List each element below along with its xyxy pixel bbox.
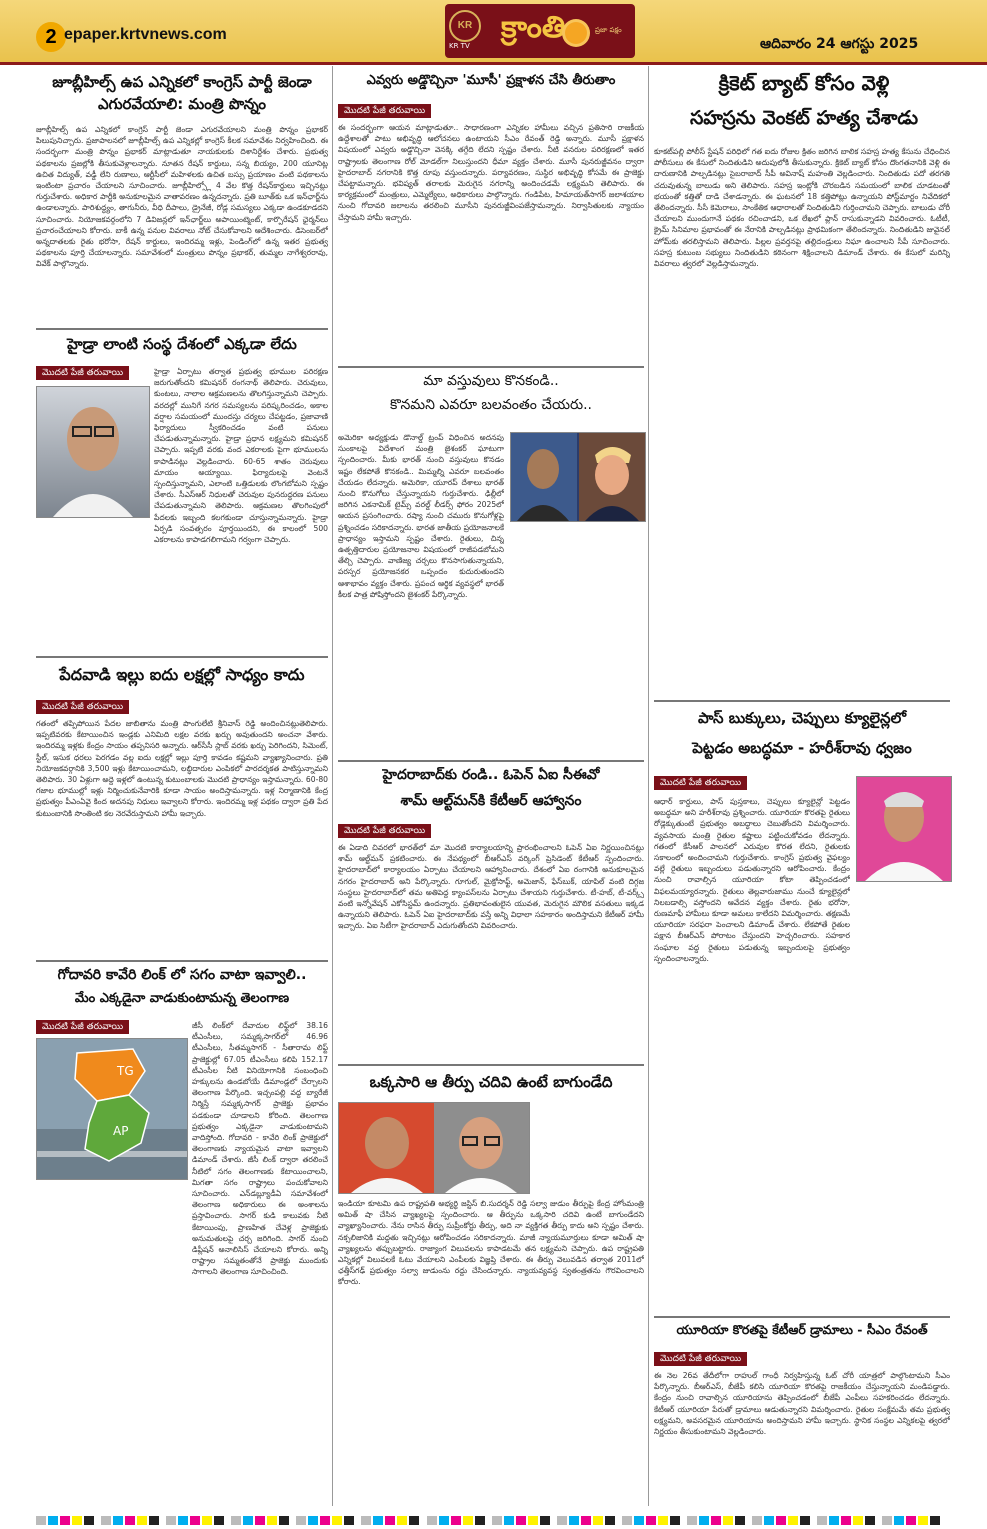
section-divider xyxy=(338,760,644,762)
section-divider xyxy=(36,656,328,658)
godavari-headline-2: మేం ఎక్కడైనా వాడుకుంటామన్న తెలంగాణ xyxy=(74,991,290,1006)
section-divider xyxy=(338,366,644,368)
hydra-byline: మొదటి పేజీ తరువాయి xyxy=(36,366,129,380)
godavari-map xyxy=(36,1038,188,1180)
cricket-body: కూకట్‌పల్లి పోలీస్ స్టేషన్ పరిధిలో గత ఐదు రోజుల క్రితం జరిగిన బాలిక సహస్ర హత్య కేసును చేధించిన పోలీసులు ఈ కేసులో నిందితుడిని అదుపులోకి తీసుకున్నారు. క్రికెట్ బ్యాట్ కోసం దొంగతనానికి వెళ్లి ఈ దారుణానికి పాల్పడినట్లు సైబరాబాద్ సీపీ అవినాష్ మహంతి వెల్లడించారు. నిందితుడు పదో తరగతి చదువుతున్న బాలుడు అని తెలిపారు. సహస్ర ఇంట్లోకి చొరబడిన సమయంలో బాలిక చూడటంతో భయంతో కత్తితో దాడి చేశాడన్నారు. ఈ ఘటనలో 18 కత్తిపోట్లు ఉన్నాయని పోస్ట్‌మార్టం నివేదికలో తేలిందన్నారు. సీసీ కెమెరాలు, సాంకేతిక ఆధారాలతో నిందితుడిని గుర్తించామని చెప్పారు. బాలుడు చోరీ చేయాలని ముందుగానే పథకం రచించాడని, ఒక లేఖలో ప్లాన్ రాసుకున్నాడని వివరించారు. ఓటీటీ, క్రైమ్ సినిమాల ప్రభావంతో ఈ నేరానికి పాల్పడినట్లు ప్రాథమికంగా తేలిందన్నారు. నిందితుడిని జువైనల్ హోమ్‌కు తరలిస్తామని తెలిపారు. పిల్లల ప్రవర్తనపై తల్లిదండ్రులు నిఘా ఉంచాలని సీపీ సూచించారు. సహస్ర కుటుంబ సభ్యులు నిందితుడిని కఠినంగా శిక్షించాలని డిమాండ్ చేశారు. ఈ కేసులో మరిన్ని వివరాలు త్వరలో వెల్లడిస్తామన్నారు. xyxy=(654,147,950,269)
person-portrait-icon xyxy=(857,777,951,881)
godavari-body: జీసీ లింక్‌లో దేవాదుల లిఫ్ట్‌లో 38.16 టీఎంసీలు, సమ్మక్కసాగర్‌లో 46.96 టీఎంసీలు, సీతమ్మసాగర్ - సీతారామ లిఫ్ట్ ప్రాజెక్టుల్లో 67.05 టీఎంసీలు కలిపి 152.17 టీఎంసీల నీటి వినియోగానికి సంబంధించి హక్కులను ఉండబోయే డిమాండ్లలో చేర్చాలని తెలంగాణ పేర్కొంది. ఇచ్చంపల్లి వద్ద బ్యారేజీ నిర్మిస్తే సమ్మక్కసాగర్ ప్రాజెక్టు ప్రభావం పడకుండా చూడాలని కోరింది. తెలంగాణ ప్రభుత్వం ఎక్కడైనా వాడుకుంటామని వాదిస్తోంది. గోదావరి - కావేరి లింక్ ప్రాజెక్టులో తెలంగాణకు న్యాయమైన వాటా ఇవ్వాలని డిమాండ్ చేశారు. జీసీ లింక్ ద్వారా తరలించే నీటిలో సగం తెలంగాణకు కేటాయించాలని, మిగతా సగం రాష్ట్రాలు పంచుకోవాలని సూచించారు. ఎన్‌డబ్ల్యూడీఏ సమావేశంలో తెలంగాణ అధికారులు ఈ అంశాలను ప్రస్తావించారు. సాగర్ కుడి కాలువకు నీటి కేటాయింపు, ప్రాణహిత చేవెళ్ల ప్రాజెక్టుకు అనుమతులపై చర్చ జరిగింది. సాగర్ నుంచి డిప్లీషన్ అనాలిసిస్ చేయాలని కోరారు. అన్ని రాష్ట్రాల సమ్మతంతోనే ప్రాజెక్టు ముందుకు సాగాలని తెలంగాణ సూచించింది. xyxy=(192,1021,328,1277)
sun-icon xyxy=(565,22,587,44)
urea-body: ఈ నెల 26వ తేదీలోగా రాహుల్ గాంధీ నిర్వహిస్తున్న ఓట్ చోరీ యాత్రలో పాల్గొంటామని సీఎం పేర్కొన్నారు. బీఆర్ఎస్, బీజేపీ కలిసి యూరియా కొరతపై రాజకీయం చేస్తున్నాయని మండిపడ్డారు. కేంద్రం నుంచి రావాల్సిన యూరియాను తెప్పించడంలో బీజేపీ ఎంపీలు సహకరించడం లేదన్నారు. కేటీఆర్ యూరియా పేరుతో డ్రామాలు ఆడుతున్నారని విమర్శించారు. రైతుల సంక్షేమమే తమ ప్రభుత్వ లక్ష్యమని, అవసరమైన యూరియాను అందిస్తామని హామీ ఇచ్చారు. స్థానిక సంస్థల ఎన్నికలపై త్వరలో నిర్ణయం తీసుకుంటామని వెల్లడించారు. xyxy=(654,1371,950,1437)
houses-headline: పేదవాడి ఇల్లు ఐదు లక్షల్లో సాధ్యం కాదు xyxy=(59,665,305,684)
issue-date: ఆదివారం 24 ఆగస్టు 2025 xyxy=(760,36,919,52)
houses-body: గతంలో తప్పిపోయిన పేదల జాబితాను మంత్రి పొంగులేటి శ్రీనివాస్ రెడ్డి అందించినట్లుతెలిపారు. ఇప్పటివరకు కేటాయించిన ఇండ్లకు ఎనిమిది లక్షల వరకు ఖర్చు అవుతుందని అంచనా వేశారు. ఇందిరమ్మ ఇళ్లకు కేంద్రం సాయం తప్పనిసరి అన్నారు. ఆర్‌సీసీ స్లాబ్ వరకు ఖర్చు పెరిగిందని, సిమెంట్, స్టీల్, ఇసుక ధరలు పెరగడం వల్ల ఐదు లక్షల్లో ఇల్లు పూర్తి కావడం కష్టమని వ్యాఖ్యానించారు. ప్రతి నియోజకవర్గానికి 3,500 ఇళ్లు కేటాయించామని, లబ్ధిదారుల ఎంపికలో పారదర్శకత పాటిస్తున్నామని తెలిపారు. 30 ఏళ్లుగా అద్దె ఇళ్లలో ఉంటున్న కుటుంబాలకు మొదటి ప్రాధాన్యం ఇస్తామన్నారు. 60-80 గజాల భూముల్లో ఇళ్లు నిర్మించుకునేవారికి కూడా సాయం అందిస్తామన్నారు. ఇళ్ల నిర్మాణానికి కేంద్ర ప్రభుత్వం పీఎంఏవై కింద అదనపు నిధులు ఇవ్వాలని కోరారు. ఇందిరమ్మ ఇళ్ల పథకం ద్వారా ప్రతి పేద కుటుంబానికి సొంతింటి కల నెరవేరుస్తామని హామీ ఇచ్చారు. xyxy=(36,719,328,818)
map-label-ap: AP xyxy=(113,1124,129,1138)
section-divider xyxy=(654,700,950,702)
jubilee-headline-2: ఎగురవేయాలి: మంత్రి పొన్నం xyxy=(97,95,267,113)
verdict-photo xyxy=(338,1102,530,1194)
musi-byline: మొదటి పేజీ తరువాయి xyxy=(338,104,431,118)
godavari-headline-1: గోదావరి కావేరి లింక్ లో సగం వాటా ఇవ్వాలి.. xyxy=(57,967,307,983)
masthead xyxy=(0,0,987,65)
logo-tagline: ప్రజా పక్షం xyxy=(595,26,622,34)
urea-headline: యూరియా కొరతపై కేటీఆర్ డ్రామాలు - సీఎం రేవంత్ xyxy=(676,1322,928,1337)
section-divider xyxy=(36,960,328,962)
verdict-headline: ఒక్కసారి ఆ తీర్పు చదివి ఉంటే బాగుండేది xyxy=(369,1073,613,1091)
openai-byline: మొదటి పేజీ తరువాయి xyxy=(338,824,431,838)
kr-logo-badge: KR xyxy=(449,10,481,42)
openai-headline-2: శామ్ ఆల్ట్‌మన్‌కి కేటీఆర్ ఆహ్వానం xyxy=(400,793,582,809)
musi-headline: ఎవ్వరు అడ్డొచ్చినా 'మూసీ' ప్రక్షాళన చేసి తీరుతాం xyxy=(366,73,616,88)
map-label-tg: TG xyxy=(117,1064,134,1078)
houses-byline: మొదటి పేజీ తరువాయి xyxy=(36,700,129,714)
column-divider xyxy=(332,66,333,1506)
passbook-byline: మొదటి పేజీ తరువాయి xyxy=(654,776,747,790)
section-divider xyxy=(654,1316,950,1318)
trump-body: అమెరికా అధ్యక్షుడు డొనాల్డ్ ట్రంప్ విధించిన అదనపు సుంకాలపై విదేశాంగ మంత్రి జైశంకర్ ఘాటుగా స్పందించారు. మీకు భారత్ నుంచి వస్తువులు కొనడం ఇష్టం లేకపోతే కొనకండి.. మిమ్మల్ని ఎవరూ బలవంతం చేయడం లేదన్నారు. అమెరికా, యూరప్ దేశాలు భారత్ నుంచి కొనుగోలు చేస్తున్నాయని గుర్తుచేశారు. ఢిల్లీలో జరిగిన ఎకనామిక్ టైమ్స్ వరల్డ్ లీడర్స్ ఫోరం 2025లో ఆయన ప్రసంగించారు. రష్యా నుంచి చమురు కొనుగోళ్లపై ప్రశ్నించడం సరికాదన్నారు. భారత జాతీయ ప్రయోజనాలకే ప్రాధాన్యం ఇస్తామని స్పష్టం చేశారు. రైతులు, చిన్న ఉత్పత్తిదారుల ప్రయోజనాల విషయంలో రాజీపడబోమని తేల్చి చెప్పారు. వాణిజ్య చర్చలు కొనసాగుతున్నాయని, పరస్పర ప్రయోజనకర ఒప్పందం కుదురుతుందని ఆశాభావం వ్యక్తం చేశారు. ప్రపంచ ఆర్థిక వ్యవస్థలో భారత్ కీలక పాత్ర పోషిస్తోందని జైశంకర్ పేర్కొన్నారు. xyxy=(338,433,504,599)
openai-body: ఈ ఏడాది చివరలో భారత్‌లో మా మొదటి కార్యాలయాన్ని ప్రారంభించాలని ఓపెన్ ఏఐ నిర్ణయించినట్లు శామ్ ఆల్ట్‌మన్ ప్రకటించారు. ఈ నేపథ్యంలో బీఆర్ఎస్ వర్కింగ్ ప్రెసిడెంట్ కేటీఆర్ స్పందించారు. హైదరాబాద్‌లో కార్యాలయం ఏర్పాటు చేయాలని ఆహ్వానించారు. దేశంలో ఏఐ రంగానికి అనుకూలమైన నగరం హైదరాబాద్ అని పేర్కొన్నారు. గూగుల్, మైక్రోసాఫ్ట్, అమెజాన్, ఫేస్‌బుక్, యాపిల్ వంటి దిగ్గజ సంస్థలు హైదరాబాద్‌లో తమ అతిపెద్ద క్యాంపస్‌లను ఏర్పాటు చేశాయని గుర్తుచేశారు. టీ-హబ్, టీ-వర్క్స్ వంటి ఇన్నోవేషన్ ఎకోసిస్టమ్ ఉందన్నారు. ప్రతిభావంతులైన యువత, మెరుగైన మౌలిక వసతులు ఇక్కడ ఉన్నాయని తెలిపారు. ఓపెన్ ఏఐ హైదరాబాద్‌కు వస్తే అన్ని విధాలా సహకారం అందిస్తామని కేటీఆర్ హామీ ఇచ్చారు. ఏఐ సిటీగా హైదరాబాద్ ఎదుగుతోందని వివరించారు. xyxy=(338,843,644,931)
hydra-photo xyxy=(36,386,150,518)
printer-color-bar xyxy=(36,1510,950,1519)
newspaper-logo xyxy=(445,4,635,58)
trump-jaishankar-photo xyxy=(510,432,646,522)
cricket-headline-2: సహస్రను వెంకట్ హత్య చేశాడు xyxy=(689,107,919,129)
hydra-headline: హైడ్రా లాంటి సంస్థ దేశంలో ఎక్కడా లేదు xyxy=(67,335,297,353)
trump-headline-1: మా వస్తువులు కొనకండి.. xyxy=(423,373,559,389)
verdict-body: ఇండియా కూటమి ఉప రాష్ట్రపతి అభ్యర్థి జస్టిస్ బి.సుదర్శన్ రెడ్డి సల్వా జుడుం తీర్పుపై కేంద్ర హోంమంత్రి అమిత్ షా చేసిన వ్యాఖ్యలపై స్పందించారు. ఆ తీర్పును ఒక్కసారి చదివి ఉంటే బాగుండేదని వ్యాఖ్యానించారు. నేను రాసిన తీర్పు సుప్రీంకోర్టు తీర్పు, అది నా వ్యక్తిగత తీర్పు కాదు అని స్పష్టం చేశారు. నక్సలిజానికి మద్దతు ఇచ్చినట్లు ఆరోపించడం సరికాదన్నారు. మాజీ న్యాయమూర్తులు కూడా అమిత్ షా వ్యాఖ్యలను తప్పుబట్టారు. రాజ్యాంగ విలువలను కాపాడటమే తన లక్ష్యమని చెప్పారు. ఉప రాష్ట్రపతి ఎన్నికల్లో విలువలకే ఓటు వేయాలని ఎంపీలకు విజ్ఞప్తి చేశారు. ఈ తీర్పు వెలువడిన తర్వాత 2011లో ఛత్తీస్‌గఢ్ ప్రభుత్వం సల్వా జుడుంను రద్దు చేసిందన్నారు. న్యాయవ్యవస్థ స్వతంత్రతను గౌరవించాలని కోరారు. xyxy=(338,1199,644,1287)
openai-headline-1: హైదరాబాద్‌కు రండి.. ఓపెన్ ఏఐ సీఈవో xyxy=(382,767,600,783)
godavari-byline: మొదటి పేజీ తరువాయి xyxy=(36,1020,129,1034)
passbook-headline-2: పెట్టడం అబద్ధమా - హరీశ్‌రావు ధ్వజం xyxy=(692,739,912,757)
hydra-body: హైడ్రా ఏర్పాటు తర్వాత ప్రభుత్వ భూముల పరిరక్షణ జరుగుతోందని కమిషనర్ రంగనాథ్ తెలిపారు. చెరువులు, కుంటలు, నాలాల ఆక్రమణలను తొలగిస్తున్నామని చెప్పారు. వరదల్లో మునిగే నగర సమస్యలను పరిష్కరించడం, అకాల వర్షాల సమయంలో ముందస్తు చర్యలు చేపట్టడం, ప్రజావాణి ఫిర్యాదులు స్వీకరించడం వంటి పనులు చేపడుతున్నామన్నారు. హైడ్రా ప్రధాన లక్ష్యమని కమిషనర్ చెప్పారు. ఇప్పటి వరకు వంద ఎకరాలకు పైగా భూములను కాపాడినట్లు వెల్లడించారు. 60-65 శాతం చెరువులు మాయం అయ్యాయి. ఫిర్యాదులపై వెంటనే స్పందిస్తున్నామని, ఎలాంటి ఒత్తిడులకు లొంగబోమని స్పష్టం చేశారు. సీఎస్ఆర్ నిధులతో చెరువుల పునరుద్ధరణ పనులు చేపడుతున్నామని తెలిపారు. ఆక్రమణల తొలగింపులో పేదలకు ఇబ్బంది కలగకుండా చూస్తున్నామన్నారు. హైడ్రా ఏర్పడి సంవత్సరం పూర్తయిందని, ఈ కాలంలో 500 ఎకరాలను కాపాడగలిగామని గర్వంగా చెప్పారు. xyxy=(154,367,328,545)
logo-title: క్రాంతి xyxy=(501,10,566,45)
state-map-icon xyxy=(37,1039,187,1179)
leaders-portrait-icon xyxy=(339,1103,529,1193)
site-url[interactable]: epaper.krtvnews.com xyxy=(64,26,227,43)
passbook-body: ఆధార్ కార్డులు, పాస్ పుస్తకాలు, చెప్పులు క్యూలైన్లో పెట్టడం అబద్ధమా అని హరీశ్‌రావు ప్రశ్నించారు. యూరియా కొరతపై రైతులు రోడ్లెక్కుతుంటే ప్రభుత్వం అబద్ధాలు చెబుతోందని విమర్శించారు. వ్యవసాయ మంత్రి రైతుల కష్టాలు పట్టించుకోవడం లేదన్నారు. గతంలో కేసీఆర్ పాలనలో ఎరువుల కొరత లేదని, రైతులకు సకాలంలో అందించామని గుర్తుచేశారు. కాంగ్రెస్ ప్రభుత్వ వైఫల్యం వల్లే రైతులు ఇబ్బందులు పడుతున్నారని ఆరోపించారు. కేంద్రం నుంచి రావాల్సిన యూరియా కోటా తెప్పించడంలో విఫలమయ్యారన్నారు. రైతులు తెల్లవారుజాము నుంచే క్యూలైన్లలో నిలబడాల్సి వస్తోందని ఆవేదన వ్యక్తం చేశారు. రైతు భరోసా, రుణమాఫీ హామీలు కూడా అమలు కాలేదని విమర్శించారు. తక్షణమే యూరియా సరఫరా పెంచాలని డిమాండ్ చేశారు. లేకపోతే రైతుల పక్షాన బీఆర్ఎస్ పోరాటం చేస్తుందని హెచ్చరించారు. సహకార సంఘాల వద్ద రైతులు పడుతున్న ఇబ్బందులపై ప్రభుత్వం స్పందించాలన్నారు. xyxy=(654,797,850,963)
jubilee-body: జూబ్లీహిల్స్ ఉప ఎన్నికలో కాంగ్రెస్ పార్టీ జెండా ఎగురవేయాలని మంత్రి పొన్నం ప్రభాకర్ పిలుపునిచ్చారు. ప్రజాపాలనలో జూబ్లీహిల్స్ ఉప ఎన్నికల్లో కాంగ్రెస్ కీలక సమావేశం నిర్వహించింది. ఈ సందర్భంగా మంత్రి పొన్నం ప్రభాకర్ మాట్లాడుతూ నాయకులకు దిశానిర్దేశం చేశారు. ప్రభుత్వ పథకాలను ప్రజల్లోకి తీసుకువెళ్లాలన్నారు. నూతన రేషన్ కార్డులు, సన్న బియ్యం, 200 యూనిట్ల ఉచిత విద్యుత్, వడ్డీ లేని రుణాలు, ఆర్టీసీలో మహిళలకు ఉచిత బస్సు ప్రయాణం వంటి పథకాలను ఇంటింటా ప్రచారం చేయాలని సూచించారు. జూబ్లీహిల్స్లో 4 వేల కొత్త రేషన్‌కార్డులు ఇచ్చినట్లు గుర్తుచేశారు. అధికార పార్టీకి అనుకూలమైన వాతావరణం ఉన్నదన్నారు. ప్రతి బూత్‌కు ఒక ఇన్‌ఛార్జ్‌ను ఉండాలన్నారు. పారిశుద్ధ్యం, తాగునీరు, వీధి దీపాలు, డ్రైనేజీ, రోడ్ల సమస్యలు ఎక్కడా ఉండకూడదని సూచించారు. నియోజకవర్గంలోని 7 డివిజన్లలో ఇన్‌ఛార్జ్‌లు అపాయింట్మెంట్, కార్పొరేషన్ ఛైర్మన్‌లు ప్రచారంచేయాలని కోరారు. బాకీ ఉన్న పనుల వివరాలు నోట్ చేసుకోవాలని ఆదేశించారు. డిసెంబర్‌లో అన్నదాతలకు రైతు భరోసా, రేషన్ కార్డులు, ఇందిరమ్మ ఇళ్లు, పెండింగ్‌లో ఉన్న ఇతర ప్రభుత్వ పథకాలను పూర్తి చేయాలన్నారు. సమావేశంలో మంత్రులు పొన్నం ప్రభాకర్, తుమ్మల నాగేశ్వరరావు, వివేక్ పాల్గొన్నారు. xyxy=(36,125,328,269)
column-divider xyxy=(648,66,649,1506)
musi-body: ఈ సందర్భంగా ఆయన మాట్లాడుతూ.. సాధారణంగా ఎన్నికల హామీలు వచ్చిన ప్రతిసారి రాజకీయ ఉద్దేశాలతో పాటు అభివృద్ధి ఆలోచనలు ఉంటాయని సీఎం రేవంత్ రెడ్డి అన్నారు. మూసీ ప్రక్షాళన విషయంలో ఎవ్వరు అడ్డొచ్చినా వెనక్కి తగ్గేది లేదని స్పష్టం చేశారు. నీటి వనరుల పరిరక్షణలో ఇతర రాష్ట్రాలకు తెలంగాణ రోల్ మోడల్‌గా నిలుస్తుందని ధీమా వ్యక్తం చేశారు. మూసీ పునరుజ్జీవనం ద్వారా హైదరాబాద్ నగరానికి కొత్త రూపు వస్తుందన్నారు. పర్యావరణం, సుస్థిర అభివృద్ధి కోసమే ఈ ప్రాజెక్టు చేపట్టామన్నారు. భవిష్యత్ తరాలకు మెరుగైన నగరాన్ని అందించడమే లక్ష్యమని తెలిపారు. ఈ కార్యక్రమంలో మంత్రులు, ఎమ్మెల్యేలు, అధికారులు పాల్గొన్నారు. గండిపేట, హిమాయత్‌సాగర్ జలాశయాల నుంచి గోదావరి జలాలను తరలించి మూసీని పునరుజ్జీవింపజేస్తామన్నారు. నిర్వాసితులకు న్యాయం చేస్తామని హామీ ఇచ్చారు. xyxy=(338,123,644,222)
urea-byline: మొదటి పేజీ తరువాయి xyxy=(654,1352,747,1366)
section-divider xyxy=(36,328,328,330)
trump-headline-2: కొనమని ఎవరూ బలవంతం చేయరు.. xyxy=(390,397,592,413)
page-number: 2 xyxy=(36,22,66,52)
leaders-portrait-icon xyxy=(511,433,645,521)
krtv-label: KR TV xyxy=(449,42,470,50)
passbook-headline-1: పాస్ బుక్కులు, చెప్పులు క్యూలైన్లలో xyxy=(697,709,907,727)
person-portrait-icon xyxy=(37,387,149,517)
passbook-photo xyxy=(856,776,952,882)
jubilee-headline-1: జూబ్లీహిల్స్ ఉప ఎన్నికలో కాంగ్రెస్ పార్టీ జెండా xyxy=(52,73,312,91)
section-divider xyxy=(338,1064,644,1066)
cricket-headline-1: క్రికెట్ బ్యాట్ కోసం వెళ్లి xyxy=(718,71,890,95)
